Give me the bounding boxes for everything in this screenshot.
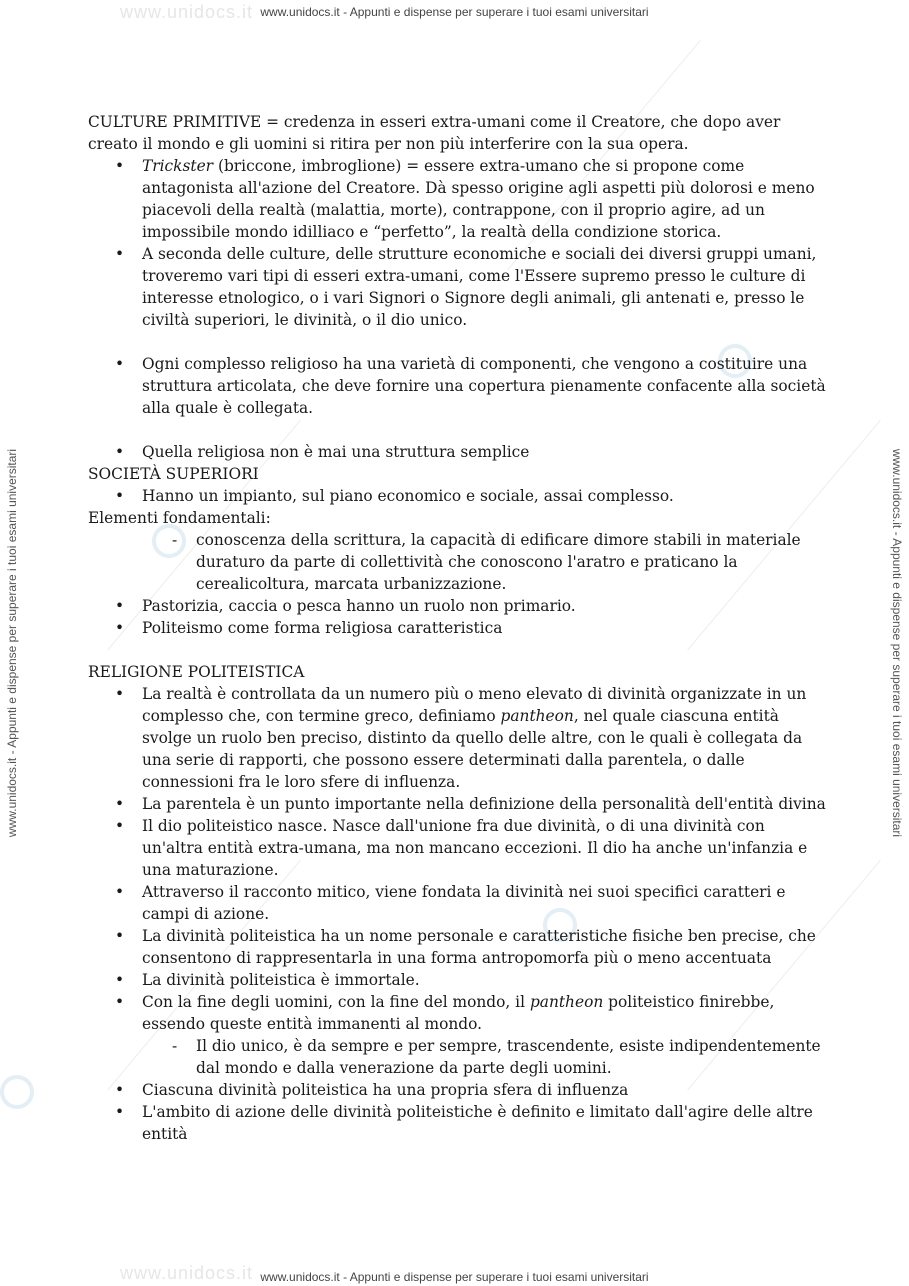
elementi-dash-list <box>88 529 828 595</box>
term-trickster: Trickster <box>142 157 214 175</box>
section-societa-superiori-heading: SOCIETÀ SUPERIORI <box>88 465 259 483</box>
dash-item: - conoscenza della scrittura, la capacità di edificare dimore stabili in materiale duraturo da parte di collettività che conoscono l'aratro e praticano la cerealicoltura, marcata urbanizzazione. <box>88 529 828 595</box>
list-item <box>88 155 828 243</box>
list-item: • Ciascuna divinità politeistica ha una propria sfera di influenza <box>88 1079 828 1101</box>
section-societa-superiori-list <box>88 485 828 507</box>
watermark-side-right: www.unidocs.it - Appunti e dispense per superare i tuoi esami universitari <box>890 448 904 838</box>
watermark-ghost-bottom: www.unidocs.it <box>120 1263 254 1283</box>
term-pantheon: pantheon <box>529 993 604 1011</box>
list-item: • Pastorizia, caccia o pesca hanno un ruolo non primario. <box>88 595 828 617</box>
watermark-banner-bottom: www.unidocs.it - Appunti e dispense per superare i tuoi esami universitari <box>260 1270 649 1284</box>
list-item: • La parentela è un punto importante nella definizione della personalità dell'entità divina <box>88 793 828 815</box>
watermark-ghost-top: www.unidocs.it <box>120 2 254 22</box>
list-item-text: La realtà è controllata da un numero più o meno elevato di divinità organizzate in un complesso che, con termine greco, definiamo <box>142 685 807 725</box>
list-item-text: (briccone, imbroglione) = essere extra-umano che si propone come antagonista all'azione del Creatore. Dà spesso origine agli aspetti più dolorosi e meno piacevoli della realtà (malattia, morte), contrappone, con il proprio agire, ad un impossibile mondo idilliaco e “perfetto”, la realtà della condizione storica. <box>142 157 815 241</box>
section-societa-superiori-list-2 <box>88 595 828 639</box>
list-item: • Il dio politeistico nasce. Nasce dall'unione fra due divinità, o di una divinità con un'altra entità extra-umana, ma non mancano eccezioni. Il dio ha anche un'infanzia e una maturazione. <box>88 815 828 881</box>
list-item: • Quella religiosa non è mai una struttura semplice <box>88 441 828 463</box>
subheading-elementi: Elementi fondamentali: <box>88 509 271 527</box>
list-item: • Attraverso il racconto mitico, viene fondata la divinità nei suoi specifici caratteri e campi di azione. <box>88 881 828 925</box>
dash-item: - Il dio unico, è da sempre e per sempre, trascendente, esiste indipendentemente dal mondo e dalla venerazione da parte degli uomini. <box>88 1035 828 1079</box>
list-item-text: Con la fine degli uomini, con la fine del mondo, il <box>142 993 530 1011</box>
section-religione-politeistica-list-2 <box>88 1079 828 1145</box>
list-item: • La divinità politeistica è immortale. <box>88 969 828 991</box>
list-item: • Hanno un impianto, sul piano economico e sociale, assai complesso. <box>88 485 828 507</box>
list-item-text: politeistico finirebbe, essendo queste entità immanenti al mondo. <box>142 993 775 1033</box>
section-religione-politeistica-list <box>88 683 828 1035</box>
watermark-banner-top: www.unidocs.it - Appunti e dispense per superare i tuoi esami universitari <box>260 5 649 19</box>
watermark-side-left: www.unidocs.it - Appunti e dispense per superare i tuoi esami universitari <box>5 448 19 838</box>
list-item <box>88 991 828 1035</box>
list-item <box>88 683 828 793</box>
dio-unico-dash-list <box>88 1035 828 1079</box>
section-culture-primitive-heading: CULTURE PRIMITIVE = credenza in esseri extra-umani come il Creatore, che dopo aver creato il mondo e gli uomini si ritira per non più interferire con la sua opera. <box>88 113 781 153</box>
watermark-logo-icon <box>0 1075 34 1109</box>
list-item-text: , nel quale ciascuna entità svolge un ruolo ben preciso, distinto da quello delle altre, con le quali è collegata da una serie di rapporti, che possono essere determinati dalla parentela, o dalle connessioni fra le loro sfere di influenza. <box>142 707 803 791</box>
list-item: • Politeismo come forma religiosa caratteristica <box>88 617 828 639</box>
list-item: • A seconda delle culture, delle strutture economiche e sociali dei diversi gruppi umani, troveremo vari tipi di esseri extra-umani, come l'Essere supremo presso le culture di interesse etnologico, o i vari Signori o Signore degli animali, gli antenati e, presso le civiltà superiori, le divinità, o il dio unico. <box>88 243 828 331</box>
section-culture-primitive-list-2 <box>88 353 828 419</box>
section-culture-primitive-list-3 <box>88 441 828 463</box>
list-item: • L'ambito di azione delle divinità politeistiche è definito e limitato dall'agire delle altre entità <box>88 1101 828 1145</box>
term-pantheon: pantheon <box>500 707 574 725</box>
section-religione-politeistica-heading: RELIGIONE POLITEISTICA <box>88 663 305 681</box>
list-item: • Ogni complesso religioso ha una varietà di componenti, che vengono a costituire una struttura articolata, che deve fornire una copertura pienamente confacente alla società alla quale è collegata. <box>88 353 828 419</box>
section-culture-primitive-list <box>88 155 828 331</box>
document-body <box>88 111 828 1145</box>
list-item: • La divinità politeistica ha un nome personale e caratteristiche fisiche ben precise, che consentono di rappresentarla in una forma antropomorfa più o meno accentuata <box>88 925 828 969</box>
